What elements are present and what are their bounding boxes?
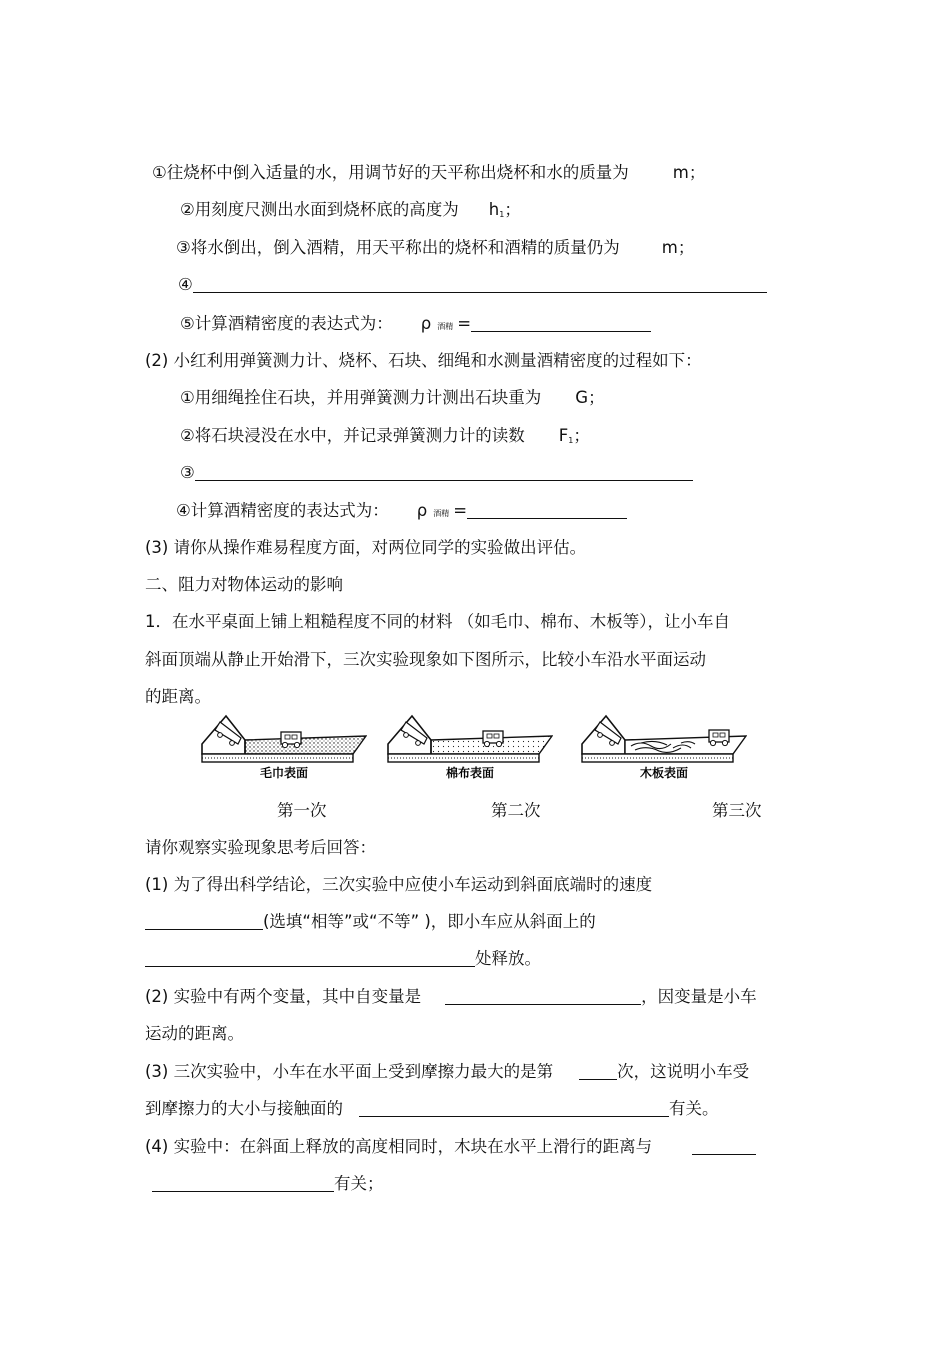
answer-blank[interactable] — [145, 949, 475, 967]
figure-label: 棉布表面 — [445, 766, 495, 780]
answer-blank[interactable] — [471, 314, 651, 332]
figure-label: 木板表面 — [639, 766, 689, 780]
answer-blank[interactable] — [359, 1099, 669, 1117]
figure-caption-3: 第三次 — [712, 801, 762, 820]
experiment-figure-wood — [581, 710, 747, 784]
paragraph-line: 斜面顶端从静止开始滑下，三次实验现象如下图所示，比较小车沿水平面运动 — [145, 650, 706, 669]
figure-label: 毛巾表面 — [259, 766, 309, 780]
part2-intro: (2) 小红利用弹簧测力计、烧杯、石块、细绳和水测量酒精密度的过程如下： — [145, 351, 702, 370]
part2-step-4-line: ④计算酒精密度的表达式为： ρ 酒精 = — [176, 500, 627, 525]
answer-blank[interactable] — [145, 912, 263, 930]
part2-step-1-line: ①用细绳拴住石块，并用弹簧测力计测出石块重为 G； — [180, 388, 605, 407]
step-2-line: ②用刻度尺测出水面到烧杯底的高度为 $h_1$； — [180, 200, 521, 219]
step-5-line: ⑤计算酒精密度的表达式为： ρ 酒精 = — [180, 313, 651, 338]
questions-prompt: 请你观察实验现象思考后回答： — [145, 838, 376, 857]
q1-line-1: (1) 为了得出科学结论，三次实验中应使小车运动到斜面底端时的速度 — [145, 875, 653, 894]
question-3: (3) 请你从操作难易程度方面，对两位同学的实验做出评估。 — [145, 538, 587, 557]
answer-blank[interactable] — [193, 275, 767, 293]
q2-line-2: 运动的距离。 — [145, 1024, 244, 1043]
q3-line-2: 到摩擦力的大小与接触面的 有关。 — [145, 1099, 719, 1118]
towel-surface — [245, 736, 366, 754]
paragraph-line: 的距离。 — [145, 687, 211, 706]
answer-blank[interactable] — [152, 1174, 334, 1192]
q3-line-1: (3) 三次实验中，小车在水平面上受到摩擦力最大的是第 次，这说明小车受 — [145, 1062, 750, 1081]
answer-blank[interactable] — [195, 463, 693, 481]
experiment-figure-cotton — [387, 710, 553, 784]
q1-line-2: (选填“相等”或“不等” )，即小车应从斜面上的 — [145, 911, 596, 933]
paragraph-line: 1．在水平桌面上铺上粗糙程度不同的材料 （如毛巾、棉布、木板等），让小车自 — [145, 612, 730, 631]
section-2-title: 二、阻力对物体运动的影响 — [145, 575, 343, 594]
q1-line-3: 处释放。 — [145, 948, 541, 970]
step-3-line: ③将水倒出，倒入酒精，用天平称出的烧杯和酒精的质量仍为 m； — [176, 238, 695, 257]
step-1-line: ①往烧杯中倒入适量的水，用调节好的天平称出烧杯和水的质量为 m； — [152, 163, 706, 182]
q4-line-2: 有关； — [152, 1173, 384, 1195]
answer-blank[interactable] — [579, 1062, 617, 1080]
answer-blank[interactable] — [445, 987, 641, 1005]
step-4-line: ④ — [178, 274, 767, 296]
part2-step-2-line: ②将石块浸没在水中，并记录弹簧测力计的读数 $F_1$； — [180, 426, 590, 445]
figure-caption-2: 第二次 — [491, 801, 541, 820]
q2-line-1: (2) 实验中有两个变量，其中自变量是 ，因变量是小车 — [145, 987, 757, 1006]
figure-caption-1: 第一次 — [277, 801, 327, 820]
answer-blank[interactable] — [467, 501, 627, 519]
part2-step-3-line: ③ — [180, 462, 693, 484]
answer-blank[interactable] — [692, 1137, 756, 1155]
q4-line-1: (4) 实验中：在斜面上释放的高度相同时，木块在水平上滑行的距离与 — [145, 1136, 756, 1158]
experiment-figure-towel — [201, 710, 367, 784]
